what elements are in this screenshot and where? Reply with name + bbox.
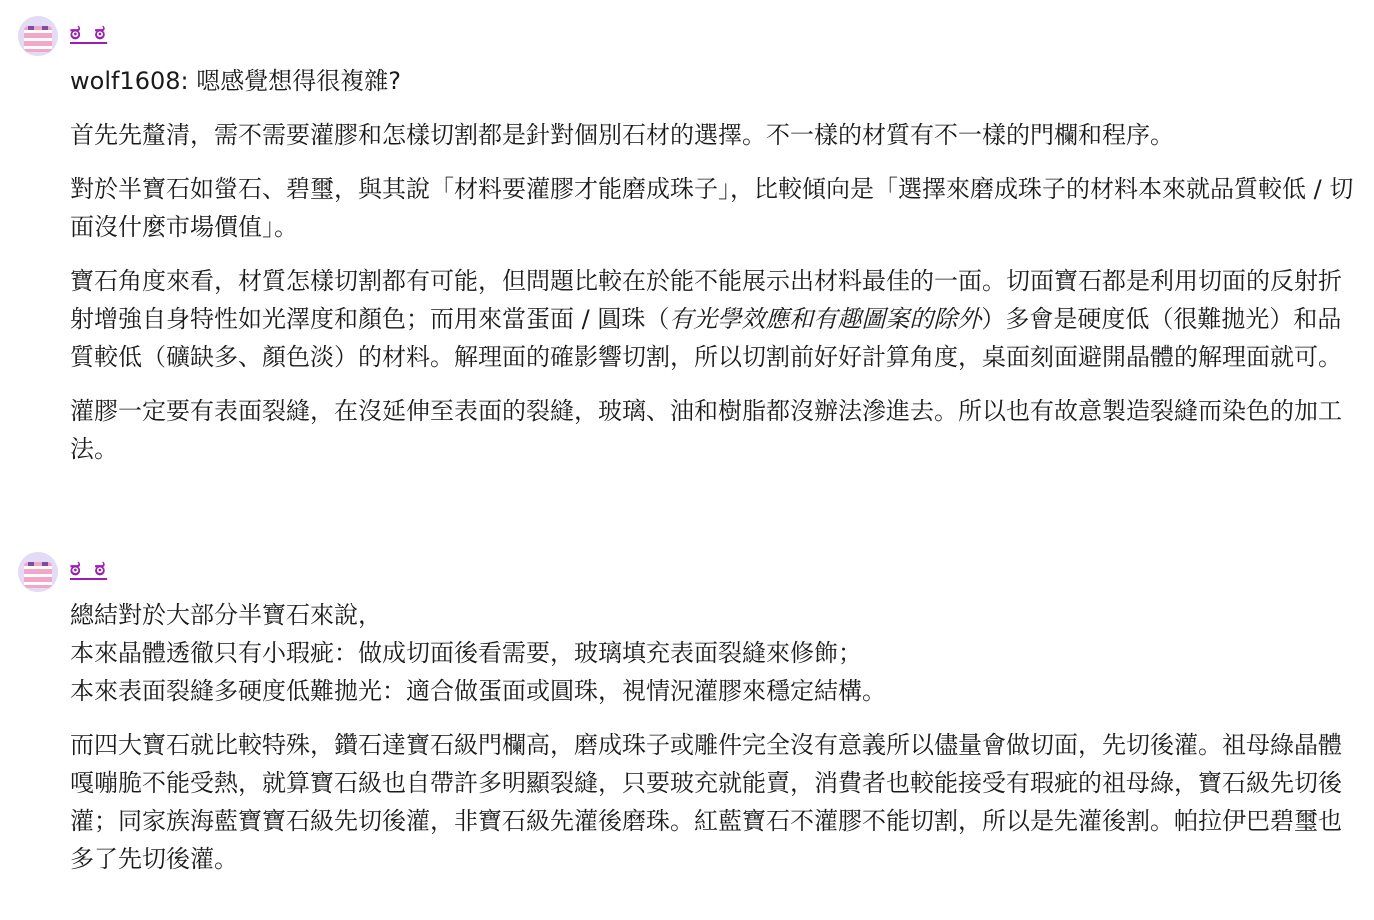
avatar-image xyxy=(18,552,58,592)
paragraph: 灌膠一定要有表面裂縫，在沒延伸至表面的裂縫，玻璃、油和樹脂都沒辦法滲進去。所以也有故意製造裂縫而染色的加工法。 xyxy=(70,397,1342,463)
paragraph: 總結對於大部分半寶石來說， 本來晶體透徹只有小瑕疵：做成切面後看需要，玻璃填充表面裂縫來修飾； 本來表面裂縫多硬度低難拋光：適合做蛋面或圓珠，視情況灌膠來穩定結構。 xyxy=(70,601,886,705)
avatar-pink-face-icon[interactable] xyxy=(18,552,58,592)
paragraph xyxy=(70,262,1358,376)
comment-header xyxy=(18,552,1358,596)
comment-body xyxy=(70,62,1358,468)
paragraph: 首先先釐清，需不需要灌膠和怎樣切割都是針對個別石材的選擇。不一樣的材質有不一樣的門欄和程序。 xyxy=(70,121,1174,149)
paragraph-text: ）多會是硬度低（很難拋光）和品質較低（礦缺多、顏色淡）的材料。解理面的確影響切割，所以切割前好好計算角度，桌面刻面避開晶體的解理面就可。 xyxy=(70,305,1342,371)
username-link[interactable]: ಠ_ಠ xyxy=(70,556,108,580)
comment-body xyxy=(70,596,1358,878)
quoted-reply: wolf1608: 嗯感覺想得很複雜? xyxy=(70,67,401,95)
avatar-pink-face-icon[interactable] xyxy=(18,16,58,56)
comment-post-2 xyxy=(18,552,1358,894)
comment-header xyxy=(18,16,1358,60)
avatar-image xyxy=(18,16,58,56)
paragraph: 而四大寶石就比較特殊，鑽石達寶石級門欄高，磨成珠子或雕件完全沒有意義所以儘量會做切面，先切後灌。祖母綠晶體嘎嘣脆不能受熱，就算寶石級也自帶許多明顯裂縫，只要玻充就能賣，消費者也較能接受有瑕疵的祖母綠，寶石級先切後灌；同家族海藍寶寶石級先切後灌，非寶石級先灌後磨珠。紅藍寶石不灌膠不能切割，所以是先灌後割。帕拉伊巴碧璽也多了先切後灌。 xyxy=(70,731,1342,873)
username-link[interactable]: ಠ_ಠ xyxy=(70,20,108,44)
paragraph-text: 寶石角度來看，材質怎樣切割都有可能，但問題比較在於能不能展示出材料最佳的一面。切面寶石都是利用切面的反射折射增強自身特性如光澤度和顏色；而用來當蛋面 / 圓珠（ xyxy=(70,267,1342,333)
paragraph: 對於半寶石如螢石、碧璽，與其說「材料要灌膠才能磨成珠子」，比較傾向是「選擇來磨成珠子的材料本來就品質較低 / 切面沒什麼市場價值」。 xyxy=(70,175,1354,241)
italic-text: 有光學效應和有趣圖案的除外 xyxy=(669,305,982,333)
comment-post-1 xyxy=(18,16,1358,484)
